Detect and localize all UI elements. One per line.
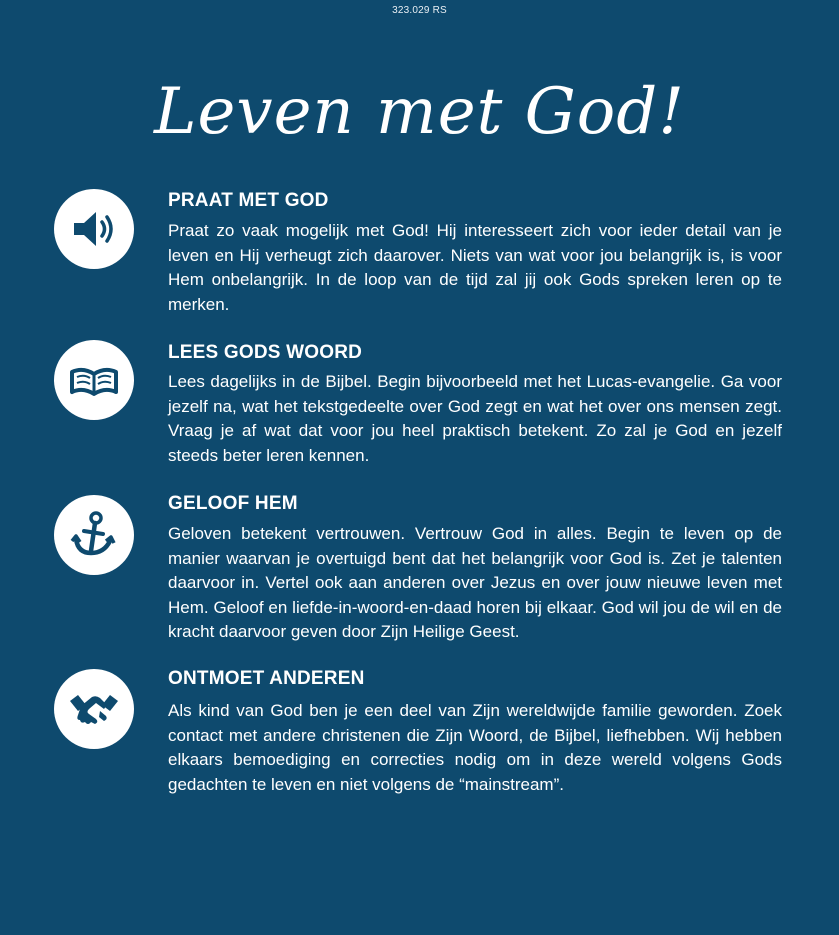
section-body: Geloven betekent vertrouwen. Vertrouw God in alles. Begin te leven op de manier waarvan je overtuigd bent dat het belangrijk voor God is. Zet je talenten daarvoor in. Vertel ook aan anderen over Jezus en over jouw nieuwe leven met Hem. Geloof en liefde-in-woord-en-daad horen bij elkaar. God wil jou de wil en de kracht daarvoor geven door Zijn Heilige Geest.: [168, 524, 782, 641]
section-heading: PRAAT MET GOD: [168, 190, 329, 211]
anchor-icon: [54, 495, 134, 575]
section-body: Praat zo vaak mogelijk met God! Hij interesseert zich voor ieder detail van je leven en Hij verheugt zich daarover. Niets van wat voor jou belangrijk is, is voor Hem onbelangrijk. In de loop van de tijd zal jij ook Gods spreken leren op te merken.: [168, 221, 782, 314]
page-title: Leven met God!: [154, 75, 685, 149]
speaker-icon: [54, 189, 134, 269]
section-heading: LEES GODS WOORD: [168, 342, 363, 363]
section-heading: ONTMOET ANDEREN: [168, 668, 365, 689]
book-icon: [54, 340, 134, 420]
section-heading: GELOOF HEM: [168, 493, 298, 514]
section-body: Als kind van God ben je een deel van Zijn wereldwijde familie geworden. Zoek contact met andere christenen die Zijn Woord, de Bijbel, liefhebben. Wij hebben elkaars bemoediging en correcties nodig om in deze wereld volgens Gods gedachten te leven en niet volgens de “mainstream”.: [168, 701, 782, 794]
handshake-icon: [54, 669, 134, 749]
section-body: Lees dagelijks in de Bijbel. Begin bijvoorbeeld met het Lucas-evangelie. Ga voor jezelf na, wat het tekstgedeelte over God zegt en wat het over ons mensen zegt. Vraag je af wat dat voor jou heel praktisch betekent. Zo zal je God en jezelf steeds beter leren kennen.: [168, 372, 782, 465]
document-code: 323.029 RS: [392, 5, 447, 16]
